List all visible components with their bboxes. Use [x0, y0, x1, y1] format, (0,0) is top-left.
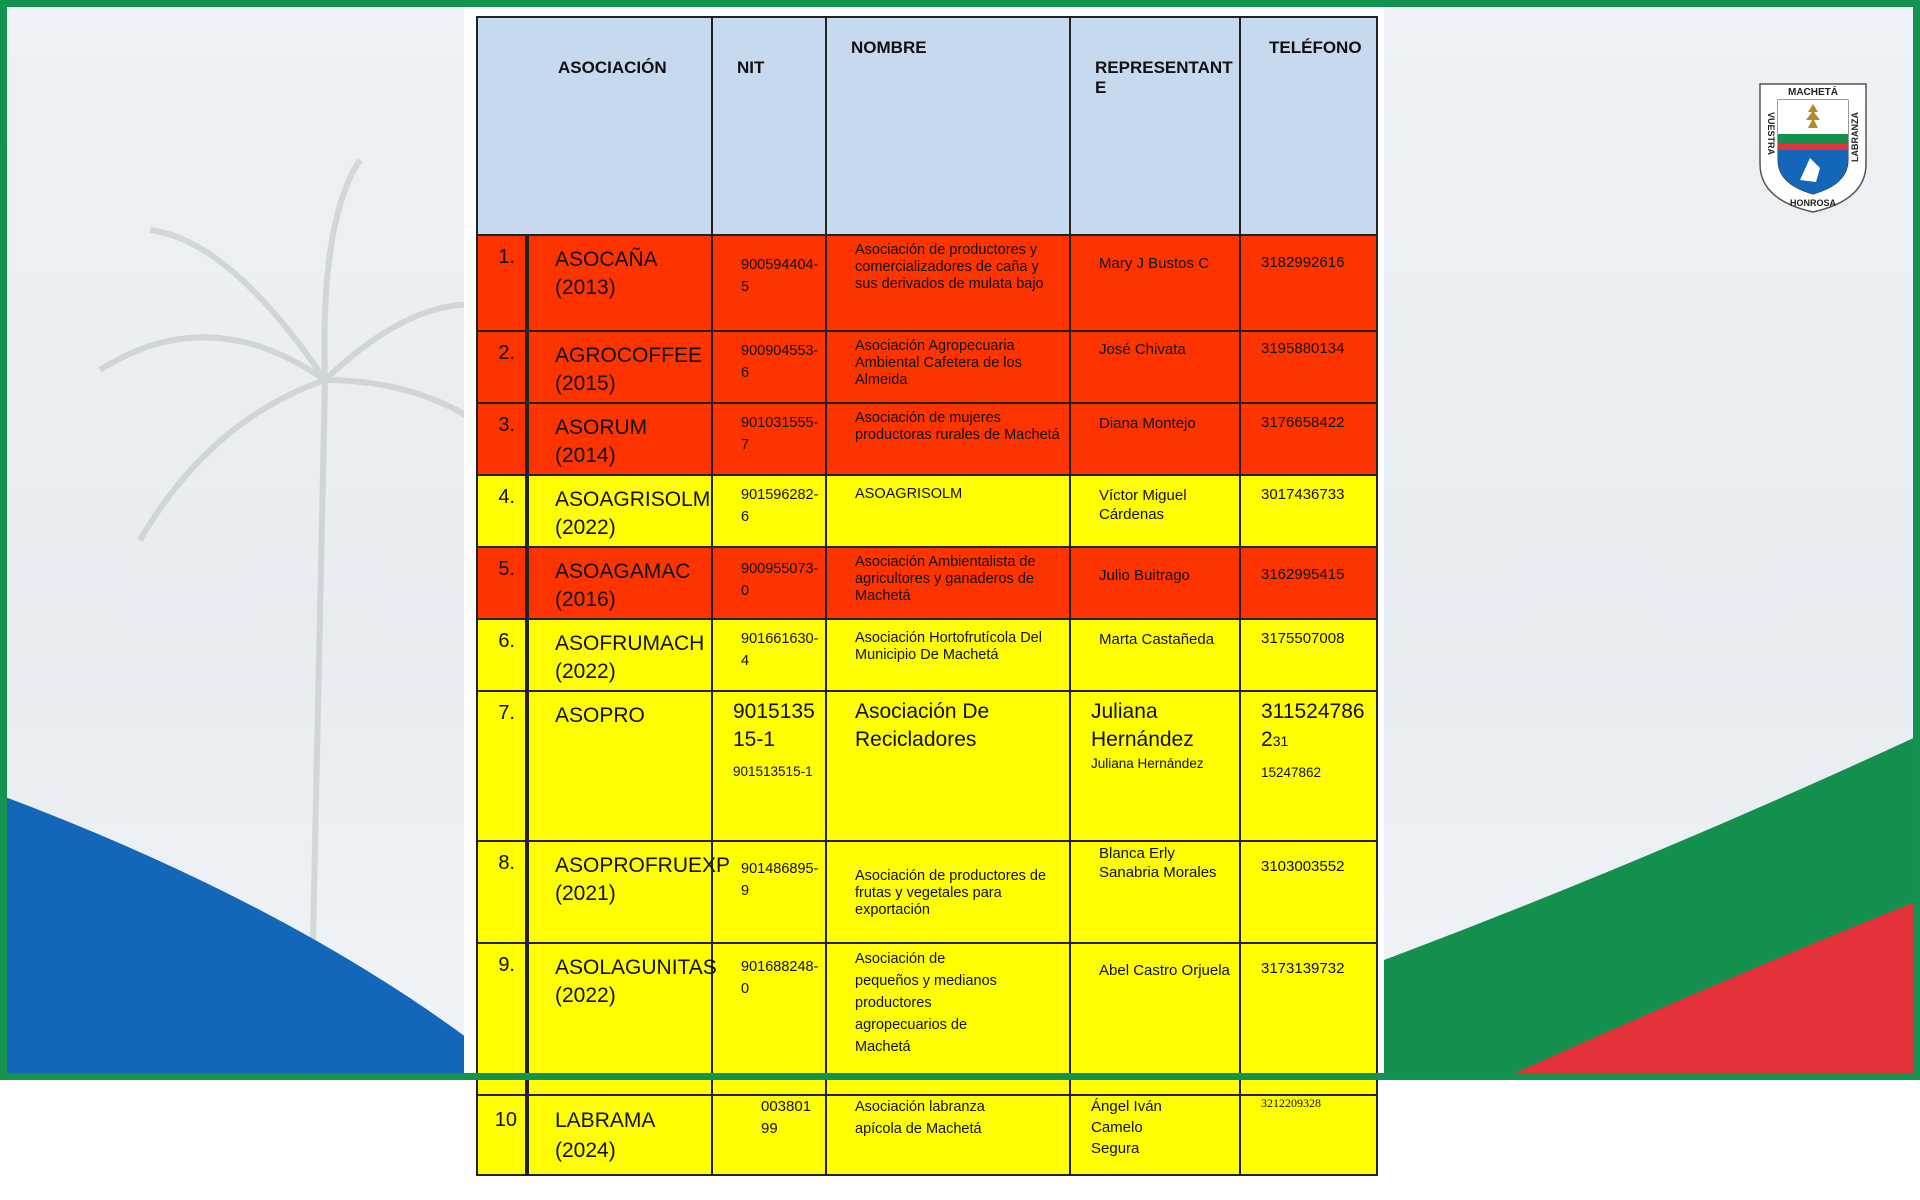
svg-text:VUESTRA: VUESTRA [1766, 112, 1776, 156]
name-cell: ASOAGRISOLM [826, 475, 1070, 547]
row-number: 1. [477, 235, 527, 331]
phone-sub-small: 31 [1272, 733, 1289, 749]
row-number: 6. [477, 619, 527, 691]
nit-cell: 900594404-5 [712, 235, 826, 331]
row-number: 8. [477, 841, 527, 943]
association-cell: LABRAMA (2024) [527, 1095, 712, 1175]
association-cell: ASOPRO [527, 691, 712, 841]
phone-cell: 3175507008 [1240, 619, 1377, 691]
row-number: 7. [477, 691, 527, 841]
phone-cell [1240, 691, 1377, 841]
representative-cell: Diana Montejo [1070, 403, 1240, 475]
header-phone: TELÉFONO [1240, 17, 1377, 235]
nit-cell [712, 691, 826, 841]
associations-table [476, 16, 1378, 1176]
table-row [477, 547, 1377, 619]
row-number: 3. [477, 403, 527, 475]
phone-cell: 3162995415 [1240, 547, 1377, 619]
header-representative: REPRESENTANT E [1070, 17, 1240, 235]
phone-cell: 3176658422 [1240, 403, 1377, 475]
representative-cell: Mary J Bustos C [1070, 235, 1240, 331]
row-number: 2. [477, 331, 527, 403]
representative-cell: Ángel Iván Camelo Segura [1070, 1095, 1240, 1175]
phone-cell: 3017436733 [1240, 475, 1377, 547]
association-cell: AGROCOFFEE (2015) [527, 331, 712, 403]
association-cell: ASOCAÑA (2013) [527, 235, 712, 331]
representative-cell: Abel Castro Orjuela [1070, 943, 1240, 1095]
association-cell: ASOPROFRUEXP (2021) [527, 841, 712, 943]
nit-cell: 901486895-9 [712, 841, 826, 943]
representative-cell: José Chivata [1070, 331, 1240, 403]
phone-cell: 3103003552 [1240, 841, 1377, 943]
header-nit: NIT [712, 17, 826, 235]
table-slide [464, 4, 1384, 1162]
nit-cell: 901596282-6 [712, 475, 826, 547]
table-row [477, 619, 1377, 691]
association-cell: ASORUM (2014) [527, 403, 712, 475]
table-row [477, 403, 1377, 475]
representative-sub: Juliana Hernández [1091, 756, 1204, 771]
row-number: 4. [477, 475, 527, 547]
table-row [477, 943, 1377, 1095]
representative-cell: Víctor Miguel Cárdenas [1070, 475, 1240, 547]
svg-text:HONROSA: HONROSA [1789, 198, 1837, 208]
table-row [477, 1095, 1377, 1175]
representative-cell [1070, 691, 1240, 841]
table-row [477, 235, 1377, 331]
table-row [477, 841, 1377, 943]
nit-cell: 901661630-4 [712, 619, 826, 691]
nit-cell: 901688248-0 [712, 943, 826, 1095]
header-association: ASOCIACIÓN [477, 17, 712, 235]
phone-sub: 15247862 [1261, 765, 1322, 780]
table-row [477, 691, 1377, 841]
name-cell: Asociación Ambientalista de agricultores y ganaderos de Machetá [826, 547, 1070, 619]
nit-cell: 901031555-7 [712, 403, 826, 475]
name-cell: Asociación de mujeres productoras rurales de Machetá [826, 403, 1070, 475]
representative-cell: Julio Buitrago [1070, 547, 1240, 619]
name-cell: Asociación de pequeños y medianos productores agropecuarios de Machetá [826, 943, 1070, 1095]
phone-cell: 3212209328 [1240, 1095, 1377, 1175]
table-row [477, 475, 1377, 547]
svg-text:MACHETÁ: MACHETÁ [1788, 87, 1838, 98]
phone-cell: 3173139732 [1240, 943, 1377, 1095]
name-cell: Asociación labranza apícola de Machetá [826, 1095, 1070, 1175]
row-number: 5. [477, 547, 527, 619]
phone-cell: 3182992616 [1240, 235, 1377, 331]
phone-main: 3115247862 [1261, 700, 1365, 751]
nit-sub: 901513515-1 [733, 764, 813, 779]
association-cell: ASOFRUMACH (2022) [527, 619, 712, 691]
nit-main: 901513515-1 [733, 700, 815, 751]
svg-text:LABRANZA: LABRANZA [1850, 112, 1860, 162]
nit-cell: 900904553-6 [712, 331, 826, 403]
representative-cell: Marta Castañeda [1070, 619, 1240, 691]
name-cell: Asociación Agropecuaria Ambiental Cafetera de los Almeida [826, 331, 1070, 403]
name-cell: Asociación de productores y comercializadores de caña y sus derivados de mulata bajo [826, 235, 1070, 331]
representative-cell: Blanca Erly Sanabria Morales [1070, 841, 1240, 943]
association-cell: ASOAGRISOLM (2022) [527, 475, 712, 547]
name-cell: Asociación de productores de frutas y vegetales para exportación [826, 841, 1070, 943]
row-number: 9. [477, 943, 527, 1095]
table-row [477, 331, 1377, 403]
row-number: 10 [477, 1095, 527, 1175]
representative-main: Juliana Hernández [1091, 700, 1194, 751]
nit-cell: 900955073-0 [712, 547, 826, 619]
nit-cell: 00380199 [712, 1095, 826, 1175]
name-cell: Asociación De Recicladores [826, 691, 1070, 841]
phone-cell: 3195880134 [1240, 331, 1377, 403]
association-cell: ASOLAGUNITAS (2022) [527, 943, 712, 1095]
association-cell: ASOAGAMAC (2016) [527, 547, 712, 619]
table-header-row [477, 17, 1377, 235]
name-cell: Asociación Hortofrutícola Del Municipio De Machetá [826, 619, 1070, 691]
header-name: NOMBRE [826, 17, 1070, 235]
macheta-shield-logo [1758, 82, 1868, 214]
